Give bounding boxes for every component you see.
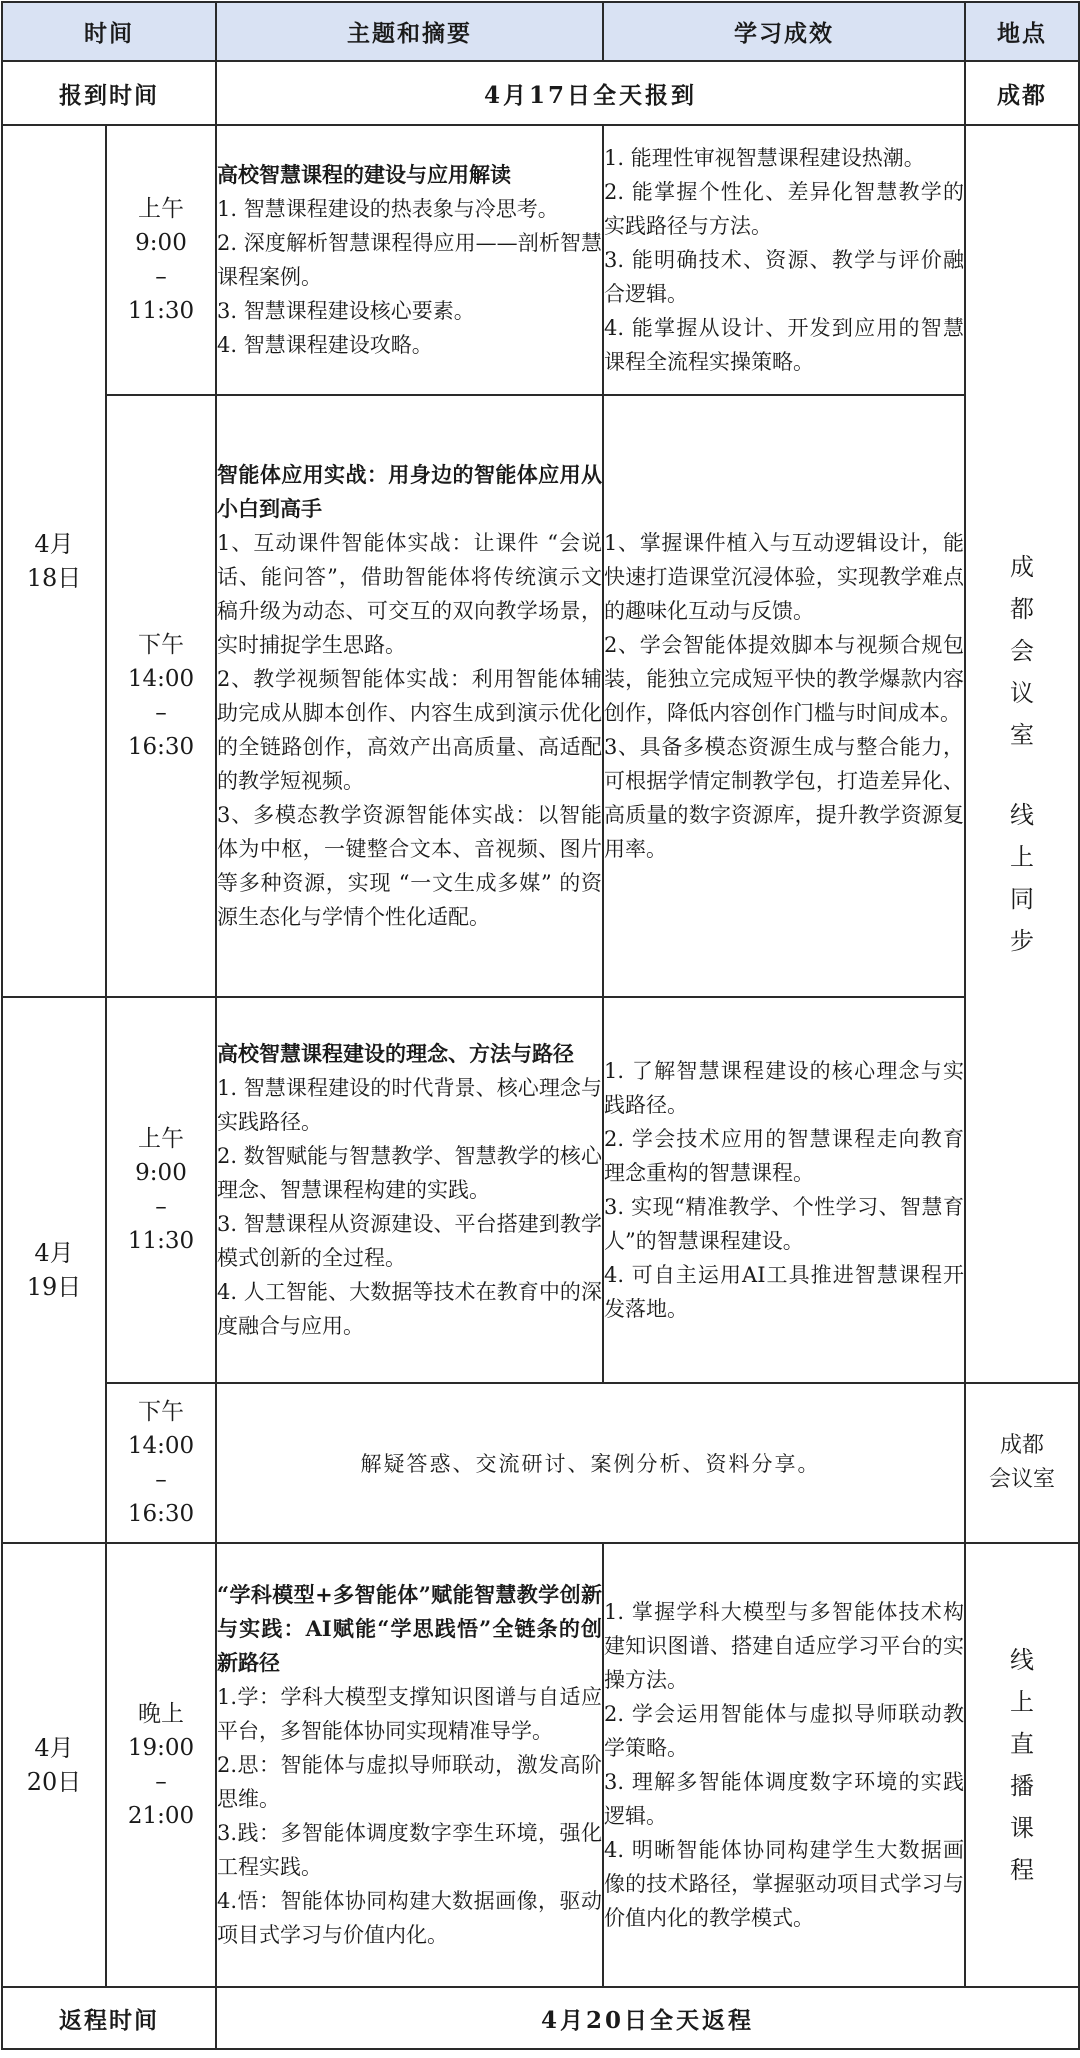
day20-date-month: 4月 <box>34 1734 74 1762</box>
topic-item: 4. 人工智能、大数据等技术在教育中的深度融合与应用。 <box>217 1280 602 1338</box>
day19-am-outcome <box>603 997 965 1383</box>
day19-pm-row <box>2 1383 1079 1543</box>
venue-char: 同 <box>1010 885 1034 913</box>
day19-date-month: 4月 <box>34 1239 74 1267</box>
day18-am-topic <box>216 125 603 395</box>
topic-item: 4. 智慧课程建设攻略。 <box>217 333 433 357</box>
day18-pm-topic <box>216 395 603 997</box>
checkin-place: 成都 <box>965 61 1079 125</box>
time-end: 16:30 <box>127 734 195 760</box>
venue-char: 上 <box>1010 843 1034 871</box>
venue-char: 会 <box>1010 637 1034 665</box>
topic-title: 高校智慧课程的建设与应用解读 <box>217 162 511 187</box>
venue-char: 直 <box>1010 1730 1034 1758</box>
venue-chengdu-room <box>1010 546 1034 756</box>
topic-item: 1. 智慧课程建设的时代背景、核心理念与实践路径。 <box>217 1076 602 1134</box>
schedule-table <box>1 1 1080 2050</box>
outcome-item: 1. 掌握学科大模型与多智能体技术构建知识图谱、搭建自适应学习平台的实操方法。 <box>604 1600 964 1692</box>
outcome-item: 4. 可自主运用AI工具推进智慧课程开发落地。 <box>604 1263 964 1321</box>
outcome-item: 1. 了解智慧课程建设的核心理念与实践路径。 <box>604 1059 964 1117</box>
venue-char: 成 <box>1010 553 1034 581</box>
topic-item: 1、互动课件智能体实战：让课件 “会说话、能问答”，借助智能体将传统演示文稿升级为动态、可交互的双向教学场景，实时捕捉学生思路。 <box>217 531 602 657</box>
time-end: 21:00 <box>127 1803 195 1829</box>
return-row <box>2 1987 1079 2049</box>
day19-pm-time <box>106 1383 216 1543</box>
checkin-label: 报到时间 <box>2 61 216 125</box>
topic-item: 2.思：智能体与虚拟导师联动，激发高阶思维。 <box>217 1753 602 1811</box>
topic-item: 3. 智慧课程建设核心要素。 <box>217 299 475 323</box>
time-dash: – <box>155 700 167 726</box>
topic-item: 3. 智慧课程从资源建设、平台搭建到教学模式创新的全过程。 <box>217 1212 602 1270</box>
time-period: 晚上 <box>138 1701 184 1727</box>
day18-date-month: 4月 <box>34 530 74 558</box>
time-start: 9:00 <box>135 1160 187 1186</box>
outcome-item: 4. 明晰智能体协同构建学生大数据画像的技术路径，掌握驱动项目式学习与价值内化的教学模式。 <box>604 1838 964 1930</box>
header-topic: 主题和摘要 <box>216 2 603 61</box>
venue-online-sync <box>1010 794 1034 962</box>
time-start: 9:00 <box>135 230 187 256</box>
venue-main <box>965 125 1079 1383</box>
header-place: 地点 <box>965 2 1079 61</box>
day18-am-time <box>106 125 216 395</box>
topic-item: 2、教学视频智能体实战：利用智能体辅助完成从脚本创作、内容生成到演示优化的全链路创作，高效产出高质量、高适配的教学短视频。 <box>217 667 602 793</box>
time-dash: – <box>155 1467 167 1493</box>
time-dash: – <box>155 1769 167 1795</box>
day19-pm-content: 解疑答惑、交流研讨、案例分析、资料分享。 <box>216 1383 965 1543</box>
checkin-row <box>2 61 1079 125</box>
venue-char: 议 <box>1010 679 1034 707</box>
time-end: 16:30 <box>127 1501 195 1527</box>
day20-eve-row <box>2 1543 1079 1987</box>
return-value: 4月20日全天返程 <box>216 1987 1079 2049</box>
day18-pm-row <box>2 395 1079 997</box>
day18-am-row <box>2 125 1079 395</box>
topic-item: 2. 数智赋能与智慧教学、智慧教学的核心理念、智慧课程构建的实践。 <box>217 1144 602 1202</box>
place-line: 成都 <box>999 1433 1044 1458</box>
venue-char: 线 <box>1010 1646 1034 1674</box>
day20-eve-outcome <box>603 1543 965 1987</box>
venue-gap <box>966 756 1078 794</box>
header-outcome: 学习成效 <box>603 2 965 61</box>
topic-title: “学科模型+多智能体”赋能智慧教学创新与实践：AI赋能“学思践悟”全链条的创新路径 <box>217 1582 602 1675</box>
outcome-item: 2. 学会技术应用的智慧课程走向教育理念重构的智慧课程。 <box>604 1127 964 1185</box>
day18-date-day: 18日 <box>26 564 82 592</box>
day19-am-topic <box>216 997 603 1383</box>
day20-date-day: 20日 <box>26 1768 82 1796</box>
outcome-item: 3. 理解多智能体调度数字环境的实践逻辑。 <box>604 1770 964 1828</box>
venue-char: 播 <box>1010 1772 1034 1800</box>
time-period: 下午 <box>138 632 184 658</box>
outcome-item: 2、学会智能体提效脚本与视频合规包装，能独立完成短平快的教学爆款内容创作，降低内容创作门槛与时间成本。 <box>604 633 964 725</box>
time-start: 14:00 <box>127 1433 195 1459</box>
day20-eve-time <box>106 1543 216 1987</box>
topic-item: 3.践：多智能体调度数字孪生环境，强化工程实践。 <box>217 1821 602 1879</box>
place-line: 会议室 <box>988 1467 1055 1492</box>
time-dash: – <box>155 1194 167 1220</box>
time-start: 19:00 <box>127 1735 195 1761</box>
day18-am-outcome <box>603 125 965 395</box>
checkin-value: 4月17日全天报到 <box>216 61 965 125</box>
time-period: 上午 <box>138 1126 184 1152</box>
header-row <box>2 2 1079 61</box>
topic-item: 3、多模态教学资源智能体实战：以智能体为中枢，一键整合文本、音视频、图片等多种资源，实现 “一文生成多媒” 的资源生态化与学情个性化适配。 <box>217 803 602 929</box>
venue-char: 都 <box>1010 595 1034 623</box>
day19-pm-place <box>965 1383 1079 1543</box>
outcome-item: 2. 能掌握个性化、差异化智慧教学的实践路径与方法。 <box>604 180 964 238</box>
venue-char: 上 <box>1010 1688 1034 1716</box>
day20-date <box>2 1543 106 1987</box>
day19-am-row <box>2 997 1079 1383</box>
outcome-item: 4. 能掌握从设计、开发到应用的智慧课程全流程实操策略。 <box>604 316 964 374</box>
day18-date <box>2 125 106 997</box>
topic-title: 智能体应用实战：用身边的智能体应用从小白到高手 <box>217 462 602 521</box>
day20-eve-topic <box>216 1543 603 1987</box>
day19-date-day: 19日 <box>26 1273 82 1301</box>
venue-char: 程 <box>1010 1856 1034 1884</box>
venue-char: 课 <box>1010 1814 1034 1842</box>
venue-char: 步 <box>1010 927 1034 955</box>
outcome-item: 3. 能明确技术、资源、教学与评价融合逻辑。 <box>604 248 964 306</box>
day20-place <box>965 1543 1079 1987</box>
time-end: 11:30 <box>127 298 195 324</box>
day18-pm-time <box>106 395 216 997</box>
venue-online-live <box>1010 1639 1034 1891</box>
day19-date <box>2 997 106 1543</box>
topic-title: 高校智慧课程建设的理念、方法与路径 <box>217 1041 574 1066</box>
time-period: 下午 <box>138 1399 184 1425</box>
day19-am-time <box>106 997 216 1383</box>
time-dash: – <box>155 264 167 290</box>
outcome-item: 3、具备多模态资源生成与整合能力，可根据学情定制教学包，打造差异化、高质量的数字资源库，提升教学资源复用率。 <box>604 735 964 861</box>
outcome-item: 2. 学会运用智能体与虚拟导师联动教学策略。 <box>604 1702 964 1760</box>
outcome-item: 1、掌握课件植入与互动逻辑设计，能快速打造课堂沉浸体验，实现教学难点的趣味化互动与反馈。 <box>604 531 964 623</box>
time-start: 14:00 <box>127 666 195 692</box>
outcome-item: 1. 能理性审视智慧课程建设热潮。 <box>604 146 925 170</box>
header-time: 时间 <box>2 2 216 61</box>
day18-pm-outcome <box>603 395 965 997</box>
venue-char: 线 <box>1010 801 1034 829</box>
topic-item: 2. 深度解析智慧课程得应用——剖析智慧课程案例。 <box>217 231 602 289</box>
topic-item: 4.悟：智能体协同构建大数据画像，驱动项目式学习与价值内化。 <box>217 1889 602 1947</box>
venue-char: 室 <box>1010 721 1034 749</box>
time-period: 上午 <box>138 196 184 222</box>
time-end: 11:30 <box>127 1228 195 1254</box>
return-label: 返程时间 <box>2 1987 216 2049</box>
topic-item: 1. 智慧课程建设的热表象与冷思考。 <box>217 197 559 221</box>
outcome-item: 3. 实现“精准教学、个性学习、智慧育人”的智慧课程建设。 <box>604 1195 964 1253</box>
topic-item: 1.学：学科大模型支撑知识图谱与自适应平台，多智能体协同实现精准导学。 <box>217 1685 602 1743</box>
